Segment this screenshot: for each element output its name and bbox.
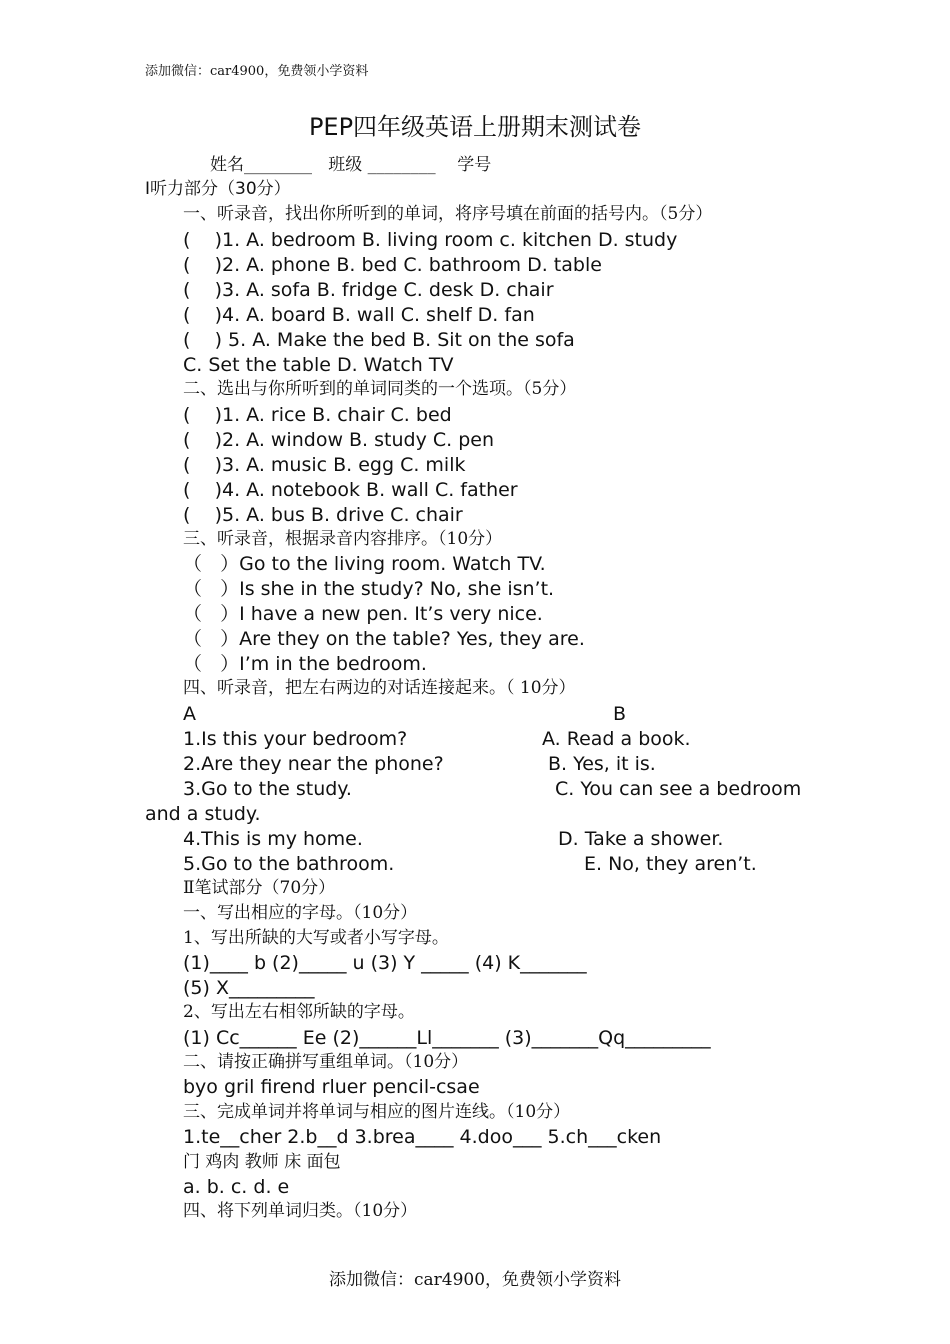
question-item: a. b. c. d. e — [183, 1176, 290, 1198]
column-a-label: A — [183, 703, 196, 725]
section-heading: 三、完成单词并将单词与相应的图片连线。（10分） — [183, 1102, 571, 1122]
section-heading: 一、写出相应的字母。（10分） — [183, 903, 418, 923]
section-heading: 四、将下列单词归类。（10分） — [183, 1201, 418, 1221]
section-heading: 二、请按正确拼写重组单词。（10分） — [183, 1052, 469, 1072]
page-title: PEP四年级英语上册期末测试卷 — [308, 113, 642, 141]
question-item: （ ）Is she in the study? No, she isn’t. — [183, 578, 555, 600]
question-item: （ ）I have a new pen. It’s very nice. — [183, 603, 543, 625]
match-right: D. Take a shower. — [558, 828, 724, 850]
question-item: ( )1. A. bedroom B. living room c. kitchen D. study — [183, 229, 678, 251]
match-right: A. Read a book. — [542, 728, 691, 750]
match-left: 3.Go to the study. — [183, 778, 352, 800]
header-note: 添加微信：car4900，免费领小学资料 — [145, 64, 369, 79]
question-item: （ ）I’m in the bedroom. — [183, 653, 427, 675]
question-prompt: 2、写出左右相邻所缺的字母。 — [183, 1002, 415, 1022]
question-item: 门 鸡肉 教师 床 面包 — [183, 1152, 341, 1172]
question-item: ( )4. A. board B. wall C. shelf D. fan — [183, 304, 535, 326]
question-item: ( )5. A. bus B. drive C. chair — [183, 504, 463, 526]
question-item: ( )3. A. sofa B. fridge C. desk D. chair — [183, 279, 554, 301]
match-left: 2.Are they near the phone? — [183, 753, 444, 775]
section-heading: 一、听录音，找出你所听到的单词，将序号填在前面的括号内。（5分） — [183, 204, 713, 224]
match-left: 5.Go to the bathroom. — [183, 853, 395, 875]
question-item: ( )1. A. rice B. chair C. bed — [183, 404, 452, 426]
match-right: E. No, they aren’t. — [584, 853, 757, 875]
footer-note: 添加微信：car4900，免费领小学资料 — [328, 1270, 622, 1290]
question-item: （ ）Are they on the table? Yes, they are. — [183, 628, 585, 650]
section-heading: 二、选出与你所听到的单词同类的一个选项。（5分） — [183, 379, 577, 399]
column-b-label: B — [613, 703, 627, 725]
question-item: ( )2. A. phone B. bed C. bathroom D. table — [183, 254, 602, 276]
section-heading: 三、听录音，根据录音内容排序。（10分） — [183, 529, 503, 549]
question-item: byo gril firend rluer pencil-csae — [183, 1076, 480, 1098]
match-right: B. Yes, it is. — [548, 753, 656, 775]
question-item: (1) Cc______ Ee (2)______Ll_______ (3)_______Qq_________ — [183, 1027, 711, 1049]
question-prompt: 1、写出所缺的大写或者小写字母。 — [183, 928, 449, 948]
question-item: (5) X_________ — [183, 977, 315, 999]
part1-heading: Ⅰ听力部分（30分） — [145, 179, 291, 199]
question-item: ( )3. A. music B. egg C. milk — [183, 454, 466, 476]
section-heading: 四、听录音，把左右两边的对话连接起来。（ 10分） — [183, 678, 576, 698]
part2-heading: Ⅱ笔试部分（70分） — [183, 878, 336, 898]
question-item: 1.te__cher 2.b__d 3.brea____ 4.doo___ 5.ch___cken — [183, 1126, 662, 1148]
question-item: ( )4. A. notebook B. wall C. father — [183, 479, 518, 501]
match-left: 4.This is my home. — [183, 828, 363, 850]
match-left: 1.Is this your bedroom? — [183, 728, 408, 750]
question-item: （ ）Go to the living room. Watch TV. — [183, 553, 546, 575]
question-item: (1)____ b (2)_____ u (3) Y _____ (4) K_______ — [183, 952, 587, 974]
question-item: ( ) 5. A. Make the bed B. Sit on the sofa — [183, 329, 575, 351]
name-class-row: 姓名________ 班级 ________ 学号 — [210, 155, 492, 175]
match-wrap: and a study. — [145, 803, 261, 825]
question-item: C. Set the table D. Watch TV — [183, 354, 454, 376]
match-right: C. You can see a bedroom — [555, 778, 802, 800]
question-item: ( )2. A. window B. study C. pen — [183, 429, 495, 451]
